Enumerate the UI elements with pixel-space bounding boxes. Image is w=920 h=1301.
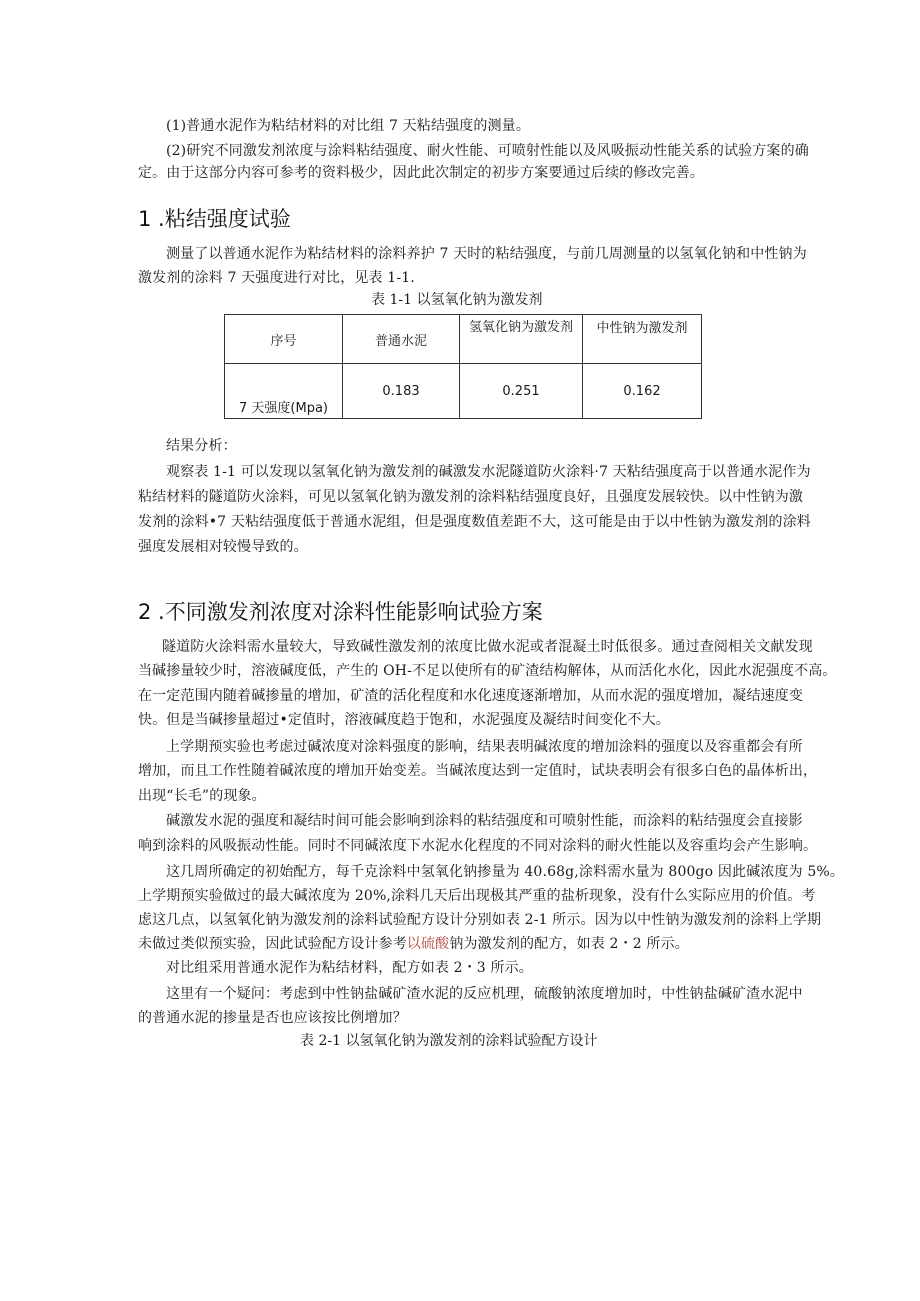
analysis-line-3: 发剂的涂料•7 天粘结强度低于普通水泥组，但是强度数值差距不大，这可能是由于以中性钠为激发剂的涂料 <box>138 514 811 530</box>
section-2-heading: 2 .不同激发剂浓度对涂料性能影响试验方案 <box>138 600 543 624</box>
intro-line-2: (2)研究不同激发剂浓度与涂料粘结强度、耐火性能、可喷射性能以及风吸振动性能关系的试验方案的确 <box>166 143 809 159</box>
analysis-line-1: 观察表 1-1 可以发现以氢氧化钠为激发剂的碱激发水泥隧道防火涂料·7 天粘结强度高于以普通水泥作为 <box>166 464 811 480</box>
s2-para-g-line-2: 的普通水泥的掺量是否也应该按比例增加？ <box>138 1010 407 1026</box>
table-cell: 0.251 <box>460 364 583 419</box>
s2-para-e-line-3: 虑这几点，以氢氧化钠为激发剂的涂料试验配方设计分别如表 2-1 所示。因为以中性钠为激发剂的涂料上学期 <box>138 912 822 928</box>
intro-line-1: (1)普通水泥作为粘结材料的对比组 7 天粘结强度的测量。 <box>166 118 530 134</box>
table-row <box>225 364 702 419</box>
s2-para-c-line-3: 出现“长毛”的现象。 <box>138 788 266 804</box>
s2-para-d-line-2: 响到涂料的风吸振动性能。同时不同碱浓度下水泥水化程度的不同对涂料的耐火性能以及容重均会产生影响。 <box>138 838 818 854</box>
section-1-heading: 1 .粘结强度试验 <box>138 207 291 231</box>
table-2-1-caption: 表 2-1 以氢氧化钠为激发剂的涂料试验配方设计 <box>300 1033 598 1049</box>
highlighted-text: 以硫酸 <box>406 936 450 952</box>
table-1-1-caption: 表 1-1 以氢氧化钠为激发剂 <box>371 292 543 308</box>
table-header-cell: 中性钠为激发剂 <box>583 315 702 364</box>
analysis-line-2: 粘结材料的隧道防火涂料，可见以氢氧化钠为激发剂的涂料粘结强度良好，且强度发展较快。以中性钠为激 <box>138 489 804 505</box>
s1-paragraph-line-1: 测量了以普通水泥作为粘结材料的涂料养护 7 天时的粘结强度，与前几周测量的以氢氧化钠和中性钠为 <box>166 246 807 262</box>
strength-table <box>224 314 702 419</box>
table-cell: 0.162 <box>583 364 702 419</box>
s2-para-d-line-1: 碱激发水泥的强度和凝结时间可能会影响到涂料的粘结强度和可喷射性能，而涂料的粘结强度会直接影 <box>166 813 803 829</box>
s2-para-f-line-1: 对比组采用普通水泥作为粘结材料，配方如表 2・3 所示。 <box>166 960 533 976</box>
s1-paragraph-line-2: 激发剂的涂料 7 天强度进行对比，见表 1-1. <box>138 270 415 286</box>
table-cell: 0.183 <box>343 364 460 419</box>
analysis-line-4: 强度发展相对较慢导致的。 <box>138 539 308 555</box>
s2-para-b-line-3: 在一定范围内随着碱掺量的增加，矿渣的活化程度和水化速度逐渐增加，从而水泥的强度增加，凝结速度变 <box>138 688 804 704</box>
s2-para-e-line-1: 这几周所确定的初始配方，每千克涂料中氢氧化钠掺量为 40.68g,涂料需水量为 800go 因此碱浓度为 5%。 <box>166 864 845 880</box>
s2-para-e-line-2: 上学期预实验做过的最大碱浓度为 20%,涂料几天后出现极其严重的盐析现象，没有什么实际应用的价值。考 <box>138 888 816 904</box>
s2-para-b-line-2: 当碱掺量较少时，溶液碱度低，产生的 OH-不足以使所有的矿渣结构解体，从而活化水化，因此水泥强度不高。 <box>138 663 837 679</box>
text-run: 未做过类似预实验，因此试验配方设计参考 <box>138 936 407 952</box>
table-header-row <box>225 315 702 364</box>
table-header-cell: 氢氧化钠为激发剂 <box>460 315 583 364</box>
intro-line-3: 定。由于这部分内容可参考的资料极少，因此此次制定的初步方案要通过后续的修改完善。 <box>138 165 704 181</box>
s2-para-c-line-2: 增加，而且工作性随着碱浓度的增加开始变差。当碱浓度达到一定值时，试块表明会有很多白色的晶体析出， <box>138 763 818 779</box>
s2-para-b-line-1: 隧道防火涂料需水量较大，导致碱性激发剂的浓度比做水泥或者混凝土时低很多。通过查阅相关文献发现 <box>162 639 813 655</box>
text-run: 钠为激发剂的配方，如表 2・2 所示。 <box>449 936 689 952</box>
s2-para-b-line-4: 快。但是当碱掺量超过•定值时，溶液碱度趋于饱和，水泥强度及凝结时间变化不大。 <box>138 712 670 728</box>
table-header-cell: 序号 <box>225 315 343 364</box>
s2-para-c-line-1: 上学期预实验也考虑过碱浓度对涂料强度的影响，结果表明碱浓度的增加涂料的强度以及容重都会有所 <box>166 739 803 755</box>
analysis-title: 结果分析： <box>166 438 237 454</box>
s2-para-g-line-1: 这里有一个疑问：考虑到中性钠盐碱矿渣水泥的反应机理，硫酸钠浓度增加时，中性钠盐碱矿渣水泥中 <box>166 986 803 1002</box>
s2-para-e-line-4 <box>138 934 689 954</box>
table-header-cell: 普通水泥 <box>343 315 460 364</box>
table-row-label: 7 天强度(Mpa) <box>225 364 343 419</box>
